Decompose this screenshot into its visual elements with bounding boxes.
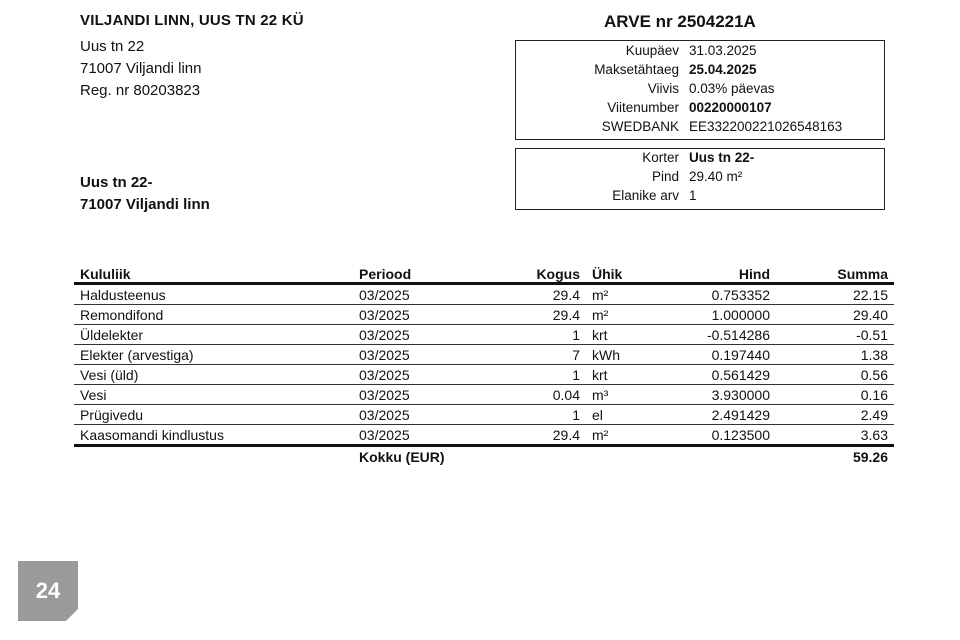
table-row	[74, 365, 894, 385]
table-row	[74, 425, 894, 446]
detail-label: Maksetähtaeg	[594, 62, 679, 77]
cell-period: 03/2025	[353, 425, 473, 446]
column-header-sum: Summa	[776, 263, 894, 284]
table-row	[74, 345, 894, 365]
cell-period: 03/2025	[353, 345, 473, 365]
total-row	[74, 446, 894, 467]
issuer-reg-number: Reg. nr 80203823	[80, 82, 201, 99]
cell-price: 1.000000	[646, 305, 776, 325]
detail-row-date	[516, 43, 884, 62]
detail-row-due-date	[516, 62, 884, 81]
total-label: Kokku (EUR)	[359, 448, 445, 465]
cell-unit: kWh	[586, 345, 646, 365]
column-header-price: Hind	[646, 263, 776, 284]
cell-unit: krt	[586, 325, 646, 345]
issuer-name: VILJANDI LINN, UUS TN 22 KÜ	[80, 12, 304, 29]
cell-item: Remondifond	[74, 305, 353, 325]
apartment-value: 29.40 m²	[689, 169, 743, 184]
column-header-period: Periood	[353, 263, 473, 284]
cell-quantity: 7	[473, 345, 586, 365]
charges-table	[74, 263, 894, 466]
cell-unit: m²	[586, 305, 646, 325]
invoice-details-box	[515, 40, 885, 140]
cell-quantity: 29.4	[473, 425, 586, 446]
issuer-address-street: Uus tn 22	[80, 38, 145, 55]
cell-price: 2.491429	[646, 405, 776, 425]
cell-item: Elekter (arvestiga)	[74, 345, 353, 365]
detail-row-reference	[516, 100, 884, 119]
column-header-quantity: Kogus	[473, 263, 586, 284]
cell-item: Vesi (üld)	[74, 365, 353, 385]
detail-label: Viitenumber	[607, 100, 679, 115]
detail-row-penalty	[516, 81, 884, 100]
detail-value: 00220000107	[689, 100, 772, 115]
cell-sum: 0.16	[776, 385, 894, 405]
cell-period: 03/2025	[353, 385, 473, 405]
invoice-title: ARVE nr 2504221A	[604, 12, 756, 31]
cell-sum: 1.38	[776, 345, 894, 365]
cell-quantity: 1	[473, 365, 586, 385]
cell-unit: m²	[586, 425, 646, 446]
table-row	[74, 385, 894, 405]
issuer-address-city: 71007 Viljandi linn	[80, 60, 202, 77]
cell-period: 03/2025	[353, 284, 473, 305]
cell-sum: 22.15	[776, 284, 894, 305]
cell-unit: krt	[586, 365, 646, 385]
cell-sum: -0.51	[776, 325, 894, 345]
cell-price: 0.123500	[646, 425, 776, 446]
cell-period: 03/2025	[353, 405, 473, 425]
table-row	[74, 305, 894, 325]
recipient-address-street: Uus tn 22-	[80, 174, 153, 191]
detail-label: SWEDBANK	[601, 119, 679, 134]
cell-period: 03/2025	[353, 325, 473, 345]
cell-price: -0.514286	[646, 325, 776, 345]
column-header-item: Kululiik	[74, 263, 353, 284]
cell-unit: m³	[586, 385, 646, 405]
cell-price: 3.930000	[646, 385, 776, 405]
apartment-row-residents	[516, 188, 884, 207]
cell-item: Üldelekter	[74, 325, 353, 345]
apartment-label: Korter	[642, 150, 679, 165]
table-row	[74, 284, 894, 305]
detail-value: 31.03.2025	[689, 43, 757, 58]
cell-price: 0.753352	[646, 284, 776, 305]
column-header-unit: Ühik	[586, 263, 646, 284]
detail-value: EE332200221026548163	[689, 119, 843, 134]
cell-sum: 0.56	[776, 365, 894, 385]
cell-period: 03/2025	[353, 365, 473, 385]
table-row	[74, 325, 894, 345]
apartment-row-area	[516, 169, 884, 188]
cell-quantity: 1	[473, 325, 586, 345]
table-header-row	[74, 263, 894, 284]
table-row	[74, 405, 894, 425]
page-number: 24	[35, 578, 61, 603]
cell-unit: m²	[586, 284, 646, 305]
cell-item: Prügivedu	[74, 405, 353, 425]
apartment-label: Pind	[651, 169, 679, 184]
cell-quantity: 29.4	[473, 305, 586, 325]
cell-quantity: 0.04	[473, 385, 586, 405]
detail-value: 0.03% päevas	[689, 81, 775, 96]
detail-label: Viivis	[647, 81, 679, 96]
cell-item: Kaasomandi kindlustus	[74, 425, 353, 446]
detail-label: Kuupäev	[625, 43, 679, 58]
cell-sum: 3.63	[776, 425, 894, 446]
cell-quantity: 1	[473, 405, 586, 425]
cell-quantity: 29.4	[473, 284, 586, 305]
cell-price: 0.561429	[646, 365, 776, 385]
apartment-label: Elanike arv	[612, 188, 679, 203]
cell-price: 0.197440	[646, 345, 776, 365]
apartment-value: Uus tn 22-	[689, 150, 755, 165]
cell-sum: 2.49	[776, 405, 894, 425]
total-value: 59.26	[852, 448, 888, 465]
cell-sum: 29.40	[776, 305, 894, 325]
page-number-badge	[18, 561, 78, 621]
cell-period: 03/2025	[353, 305, 473, 325]
cell-unit: el	[586, 405, 646, 425]
detail-row-bank	[516, 119, 884, 138]
cell-item: Vesi	[74, 385, 353, 405]
apartment-value: 1	[689, 188, 697, 203]
cell-item: Haldusteenus	[74, 284, 353, 305]
recipient-address-city: 71007 Viljandi linn	[80, 196, 210, 213]
apartment-row-flat	[516, 150, 884, 169]
detail-value: 25.04.2025	[689, 62, 757, 77]
apartment-box	[515, 148, 885, 210]
